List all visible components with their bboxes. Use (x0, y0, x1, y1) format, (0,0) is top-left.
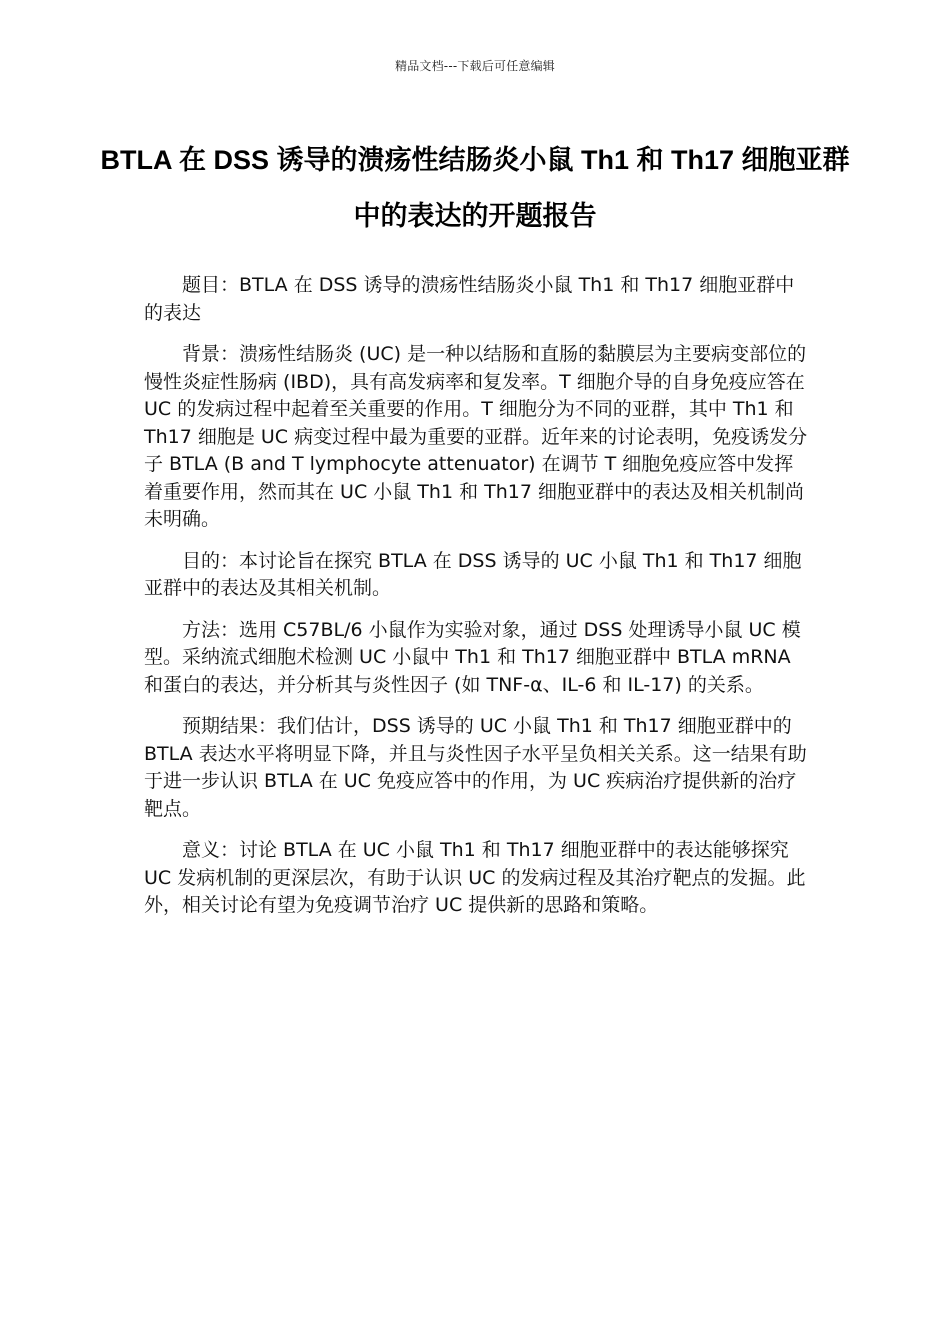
document-body (144, 272, 808, 934)
document-title: BTLA 在 DSS 诱导的溃疡性结肠炎小鼠 Th1 和 Th17 细胞亚群中的表达的开题报告 (100, 145, 850, 231)
header-note: 精品文档---下载后可任意编辑 (395, 59, 555, 73)
paragraph-background: 背景：溃疡性结肠炎 (UC) 是一种以结肠和直肠的黏膜层为主要病变部位的慢性炎症性肠病 (IBD)，具有高发病率和复发率。T 细胞介导的自身免疫应答在 UC 的发病过程中起着至关重要的作用。T 细胞分为不同的亚群，其中 Th1 和 Th17 细胞是 UC 病变过程中最为重要的亚群。近年来的讨论表明，免疫诱发分子 BTLA (B and T lymphocyte attenuator) 在调节 T 细胞免疫应答中发挥着重要作用，然而其在 UC 小鼠 Th1 和 Th17 细胞亚群中的表达及相关机制尚未明确。 (144, 343, 808, 530)
paragraph-significance: 意义：讨论 BTLA 在 UC 小鼠 Th1 和 Th17 细胞亚群中的表达能够探究 UC 发病机制的更深层次，有助于认识 UC 的发病过程及其治疗靶点的发掘。此外，相关讨论有望为免疫调节治疗 UC 提供新的思路和策略。 (144, 839, 806, 916)
paragraph-methods: 方法：选用 C57BL/6 小鼠作为实验对象，通过 DSS 处理诱导小鼠 UC 模型。采纳流式细胞术检测 UC 小鼠中 Th1 和 Th17 细胞亚群中 BTLA mRNA 和蛋白的表达，并分析其与炎性因子 (如 TNF-α、IL-6 和 IL-17) 的关系。 (144, 618, 801, 696)
paragraph-expected-results: 预期结果：我们估计，DSS 诱导的 UC 小鼠 Th1 和 Th17 细胞亚群中的 BTLA 表达水平将明显下降，并且与炎性因子水平呈负相关关系。这一结果有助于进一步认识 BTLA 在 UC 免疫应答中的作用，为 UC 疾病治疗提供新的治疗靶点。 (144, 715, 807, 820)
paragraph-topic: 题目：BTLA 在 DSS 诱导的溃疡性结肠炎小鼠 Th1 和 Th17 细胞亚群中的表达 (144, 274, 795, 324)
paragraph-objective: 目的：本讨论旨在探究 BTLA 在 DSS 诱导的 UC 小鼠 Th1 和 Th17 细胞亚群中的表达及其相关机制。 (144, 549, 802, 599)
